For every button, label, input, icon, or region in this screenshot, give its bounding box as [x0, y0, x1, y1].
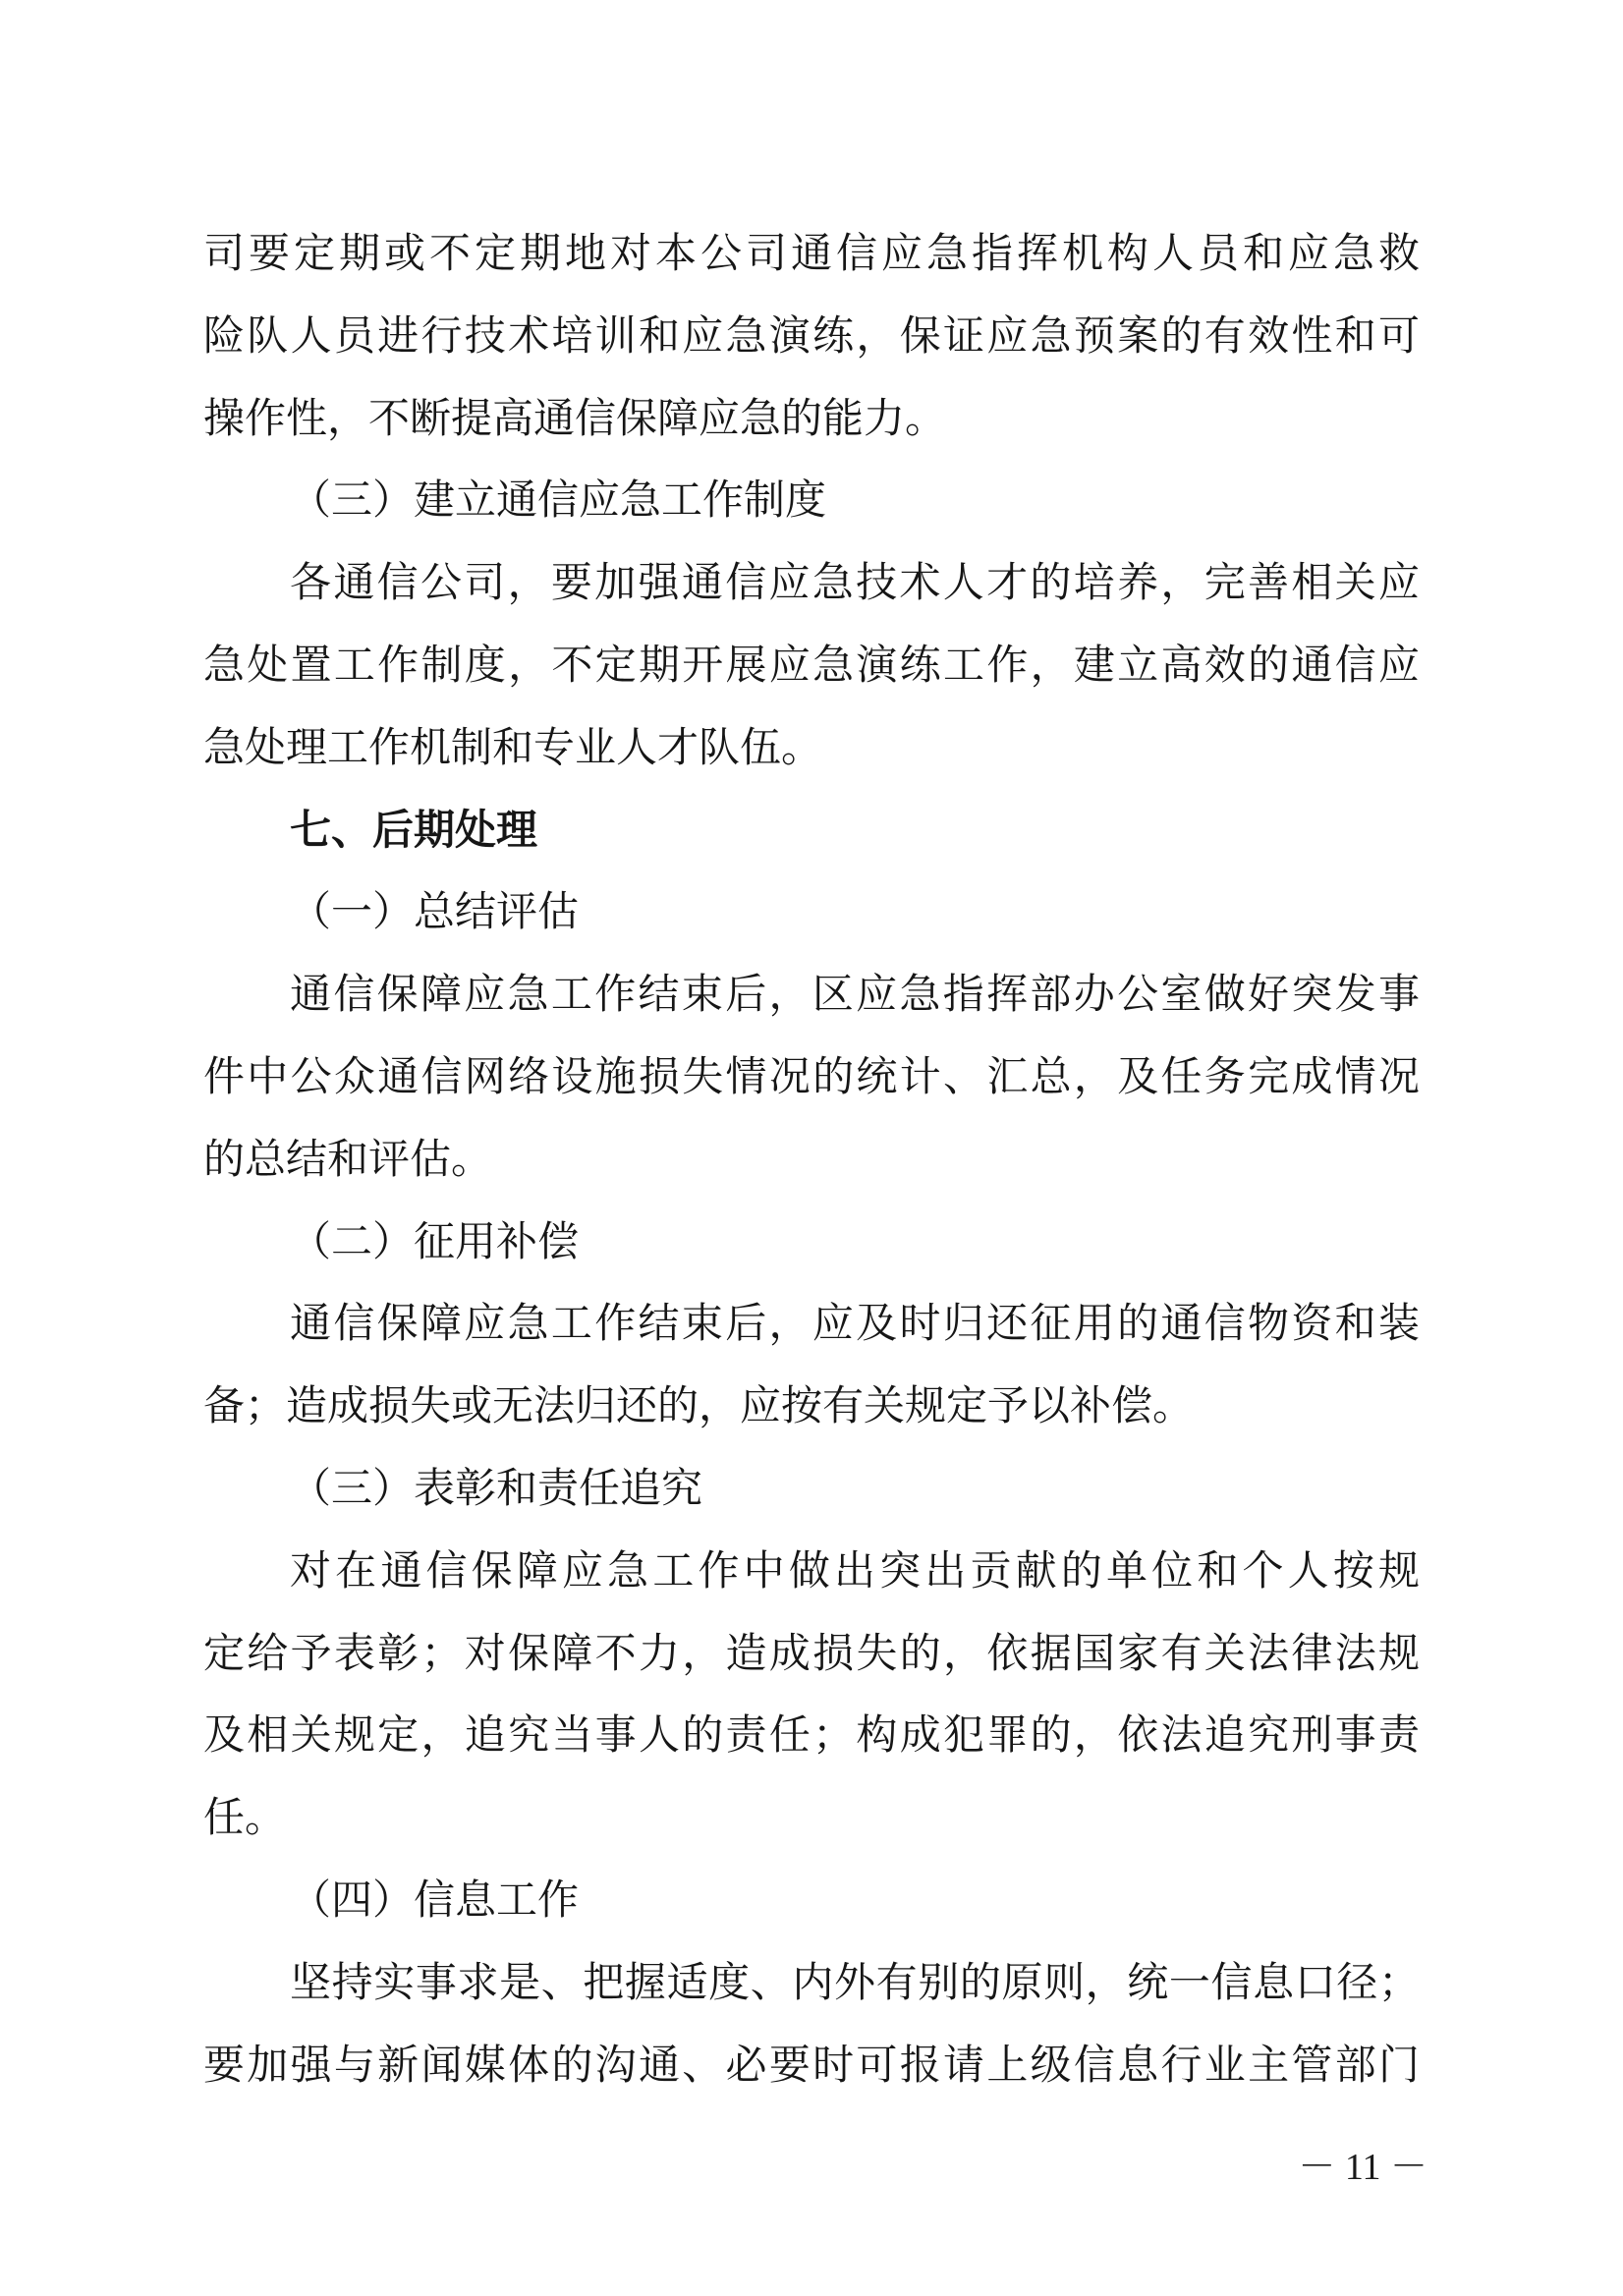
paragraph-line: 要加强与新闻媒体的沟通、必要时可报请上级信息行业主管部门: [203, 2040, 1420, 2089]
paragraph: [203, 1282, 1420, 1447]
paragraph-line: 通信保障应急工作结束后，区应急指挥部办公室做好突发事: [290, 970, 1420, 1019]
paragraph-line: 定给予表彰；对保障不力，造成损失的，依据国家有关法律法规: [203, 1628, 1420, 1677]
subheading: （一）总结评估: [290, 887, 580, 936]
paragraph-line: 对在通信保障应急工作中做出突出贡献的单位和个人按规: [290, 1545, 1420, 1595]
paragraph: [203, 1941, 1420, 2106]
paragraph-line: 件中公众通信网络设施损失情况的统计、汇总，及任务完成情况: [203, 1051, 1420, 1100]
page-number: － 11 －: [1298, 2147, 1427, 2188]
paragraph: [203, 953, 1420, 1200]
paragraph-line: 司要定期或不定期地对本公司通信应急指挥机构人员和应急救: [203, 229, 1420, 277]
subheading: （三）建立通信应急工作制度: [290, 476, 827, 525]
paragraph-line: 坚持实事求是、把握适度、内外有别的原则，统一信息口径；: [290, 1957, 1420, 2006]
subheading: （四）信息工作: [290, 1875, 580, 1924]
paragraph-line: 任。: [203, 1793, 287, 1842]
paragraph: [203, 212, 1420, 459]
section-heading: 七、后期处理: [290, 805, 538, 854]
paragraph-line: 的总结和评估。: [203, 1134, 493, 1183]
paragraph-line: 险队人员进行技术培训和应急演练，保证应急预案的有效性和可: [203, 310, 1420, 360]
paragraph-line: 通信保障应急工作结束后，应及时归还征用的通信物资和装: [290, 1299, 1420, 1348]
paragraph-line: 急处理工作机制和专业人才队伍。: [203, 722, 823, 771]
paragraph-line: 操作性，不断提高通信保障应急的能力。: [203, 393, 947, 442]
subheading: （三）表彰和责任追究: [290, 1463, 703, 1512]
paragraph: [203, 541, 1420, 788]
paragraph-line: 急处置工作制度，不定期开展应急演练工作，建立高效的通信应: [203, 640, 1420, 689]
subheading: （二）征用补偿: [290, 1216, 580, 1265]
paragraph-line: 备；造成损失或无法归还的，应按有关规定予以补偿。: [203, 1381, 1195, 1430]
paragraph-line: 及相关规定，追究当事人的责任；构成犯罪的，依法追究刑事责: [203, 1710, 1420, 1760]
document-body: [203, 212, 1420, 2105]
paragraph-line: 各通信公司，要加强通信应急技术人才的培养，完善相关应: [290, 558, 1420, 607]
paragraph: [203, 1530, 1420, 1859]
